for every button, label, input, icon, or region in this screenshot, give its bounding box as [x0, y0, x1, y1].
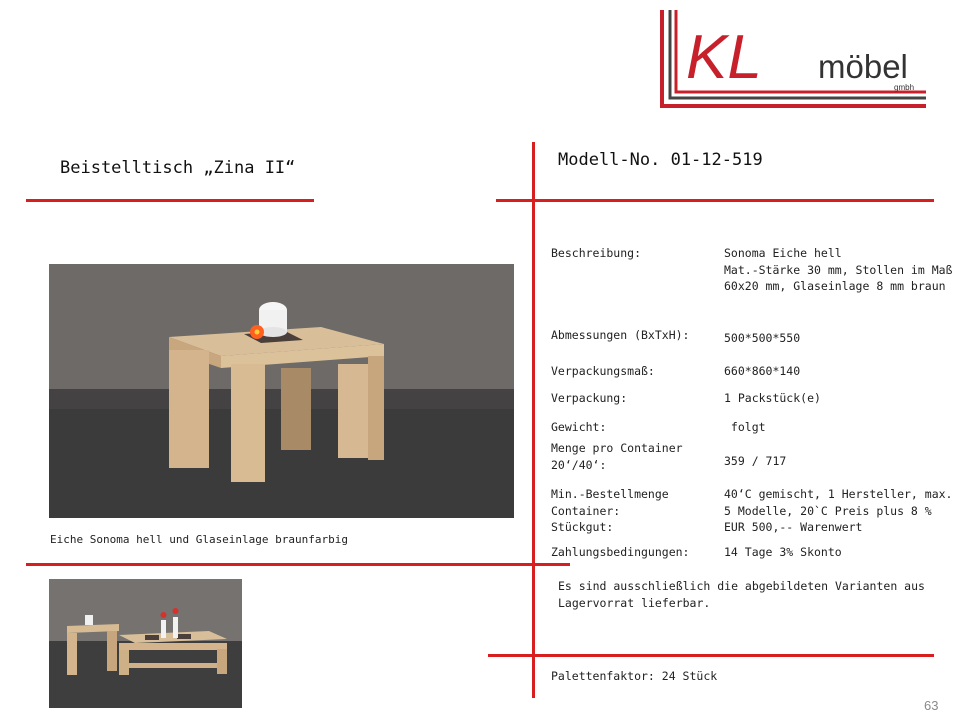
- logo-kl-text: KL: [686, 23, 762, 92]
- product-photo-set: [49, 579, 242, 708]
- spec-label-verpackungsmass: Verpackungsmaß:: [551, 364, 655, 378]
- logo-suffix-text: gmbh: [894, 83, 915, 92]
- table-leg-front-left: [169, 350, 209, 468]
- model-number: Modell-No. 01-12-519: [558, 150, 763, 170]
- spec-value-verpackung: 1 Packstück(e): [724, 391, 821, 405]
- palettenfaktor: Palettenfaktor: 24 Stück: [551, 669, 718, 683]
- divider-left-top: [26, 199, 314, 202]
- spec-value-container: 359 / 717: [724, 454, 787, 468]
- page-number: 63: [924, 698, 939, 713]
- spec-value-zahlung: 14 Tage 3% Skonto: [724, 545, 842, 559]
- spec-label-bestellmenge: Min.-Bestellmenge Container: Stückgut:: [551, 487, 669, 534]
- spec-value-bestellmenge: 40‘C gemischt, 1 Hersteller, max. 5 Modelle, 20`C Preis plus 8 % EUR 500,-- Warenwert: [724, 487, 953, 534]
- logo-brand-text: möbel: [818, 48, 908, 85]
- spec-label-beschreibung: Beschreibung:: [551, 246, 642, 260]
- spec-label-verpackung: Verpackung:: [551, 391, 628, 405]
- company-logo: [658, 10, 930, 110]
- spec-value-verpackungsmass: 660*860*140: [724, 364, 801, 378]
- availability-note: Es sind ausschließlich die abgebildeten Varianten aus Lagervorrat lieferbar.: [558, 579, 925, 610]
- divider-middle: [26, 563, 570, 566]
- spec-value-abmessungen: 500*500*550: [724, 331, 801, 345]
- divider-right-bottom: [488, 654, 934, 657]
- photo-caption: Eiche Sonoma hell und Glaseinlage braunfarbig: [50, 533, 349, 546]
- spec-label-gewicht: Gewicht:: [551, 420, 607, 434]
- table-leg-front-mid: [231, 364, 265, 482]
- divider-vertical: [532, 142, 535, 698]
- spec-label-abmessungen: Abmessungen (BxTxH):: [551, 328, 690, 342]
- spec-label-zahlung: Zahlungsbedingungen:: [551, 545, 690, 559]
- product-title: Beistelltisch „Zina II“: [60, 158, 296, 178]
- product-photo-main: [49, 264, 514, 518]
- spec-value-beschreibung: Sonoma Eiche hell Mat.-Stärke 30 mm, Stollen im Maß 60x20 mm, Glaseinlage 8 mm braun: [724, 246, 953, 293]
- spec-value-gewicht: folgt: [724, 420, 766, 434]
- spec-label-container: Menge pro Container 20‘/40‘:: [551, 441, 683, 472]
- divider-right-top: [496, 199, 934, 202]
